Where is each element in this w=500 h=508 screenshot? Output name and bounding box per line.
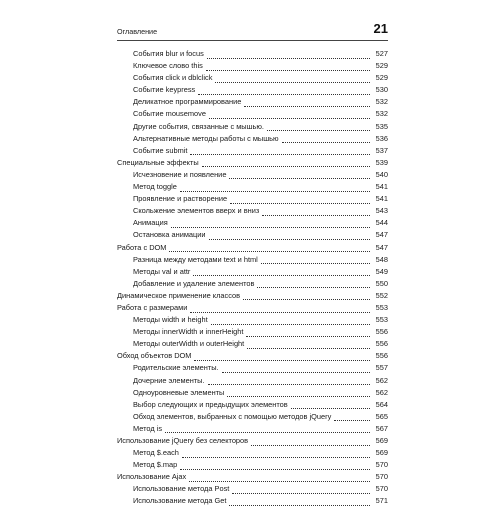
toc-subsection-entry[interactable] — [117, 133, 388, 145]
toc-subsection-entry[interactable] — [117, 423, 388, 435]
dot-leader — [243, 291, 370, 300]
toc-entry-title: Остановка анимации — [133, 230, 206, 240]
toc-entry-page: 553 — [375, 315, 388, 325]
toc-entry-title: Динамическое применение классов — [117, 290, 241, 300]
toc-entry-page: 536 — [375, 133, 388, 143]
toc-entry-title: Анимация — [133, 218, 168, 228]
toc-section-entry[interactable] — [117, 350, 388, 362]
toc-entry-page: 532 — [375, 109, 388, 119]
toc-entry-title: Использование метода Get — [133, 496, 227, 506]
dot-leader — [222, 364, 370, 373]
toc-entry-title: Методы innerWidth и innerHeight — [133, 327, 244, 337]
toc-entry-page: 564 — [375, 399, 388, 409]
toc-section-entry[interactable] — [117, 435, 388, 447]
toc-entry-title: Специальные эффекты — [117, 157, 199, 167]
toc-entry-page: 569 — [375, 436, 388, 445]
toc-entry-title: Ключевое слово this — [133, 61, 203, 71]
page-number: 21 — [373, 21, 388, 36]
dot-leader — [247, 340, 370, 349]
dot-leader — [180, 183, 370, 192]
toc-entry-page: 532 — [375, 97, 388, 107]
toc-entry-page: 550 — [375, 278, 388, 288]
toc-subsection-entry[interactable] — [117, 145, 388, 157]
page-header — [117, 20, 388, 41]
toc-subsection-entry[interactable] — [117, 399, 388, 411]
toc-entry-title: События blur и focus — [133, 49, 204, 58]
table-of-contents — [117, 48, 388, 508]
dot-leader — [169, 243, 370, 252]
toc-entry-title: Событие submit — [133, 145, 188, 155]
toc-section-entry[interactable] — [117, 471, 388, 483]
toc-entry-title: Скольжение элементов вверх и вниз — [133, 206, 260, 216]
toc-subsection-entry[interactable] — [117, 48, 388, 60]
toc-entry-title: Дочерние элементы. — [133, 375, 205, 385]
dot-leader — [209, 231, 370, 240]
toc-entry-page: 562 — [375, 387, 388, 397]
toc-entry-page: 557 — [375, 363, 388, 373]
toc-entry-title: Обход элементов, выбранных с помощью методов jQuery — [133, 411, 332, 421]
dot-leader — [190, 146, 370, 155]
dot-leader — [267, 122, 370, 131]
toc-entry-page: 529 — [375, 73, 388, 83]
dot-leader — [165, 424, 370, 433]
toc-entry-page: 553 — [375, 302, 388, 312]
toc-entry-page: 552 — [375, 290, 388, 300]
dot-leader — [198, 86, 370, 95]
toc-entry-page: 547 — [375, 230, 388, 240]
toc-subsection-entry[interactable] — [117, 205, 388, 217]
toc-entry-title: Событие keypress — [133, 85, 196, 95]
toc-section-entry[interactable] — [117, 302, 388, 314]
toc-entry-page: 565 — [375, 411, 388, 421]
dot-leader — [227, 388, 370, 397]
toc-entry-title: Проявление и растворение — [133, 194, 228, 204]
toc-entry-page: 549 — [375, 266, 388, 276]
dot-leader — [282, 134, 370, 143]
toc-entry-page: 529 — [375, 61, 388, 71]
toc-entry-title: Методы outerWidth и outerHeight — [133, 339, 245, 349]
toc-entry-title: Выбор следующих и предыдущих элементов — [133, 399, 288, 409]
toc-entry-page: 539 — [375, 157, 388, 167]
toc-subsection-entry[interactable] — [117, 483, 388, 495]
dot-leader — [262, 207, 370, 216]
toc-section-entry[interactable] — [117, 242, 388, 254]
toc-subsection-entry[interactable] — [117, 217, 388, 229]
toc-entry-title: Событие mousemove — [133, 109, 206, 119]
dot-leader — [246, 328, 370, 337]
toc-entry-title: События click и dblclick — [133, 73, 213, 83]
toc-entry-title: Метод $.map — [133, 460, 178, 470]
dot-leader — [215, 74, 370, 83]
toc-entry-title: Альтернативные методы работы с мышью — [133, 133, 279, 143]
toc-subsection-entry[interactable] — [117, 229, 388, 241]
toc-entry-page: 556 — [375, 327, 388, 337]
toc-subsection-entry[interactable] — [117, 362, 388, 374]
toc-section-entry[interactable] — [117, 157, 388, 169]
dot-leader — [229, 497, 370, 506]
dot-leader — [182, 449, 370, 458]
dot-leader — [261, 255, 370, 264]
toc-entry-page: 556 — [375, 351, 388, 361]
toc-subsection-entry[interactable] — [117, 193, 388, 205]
toc-entry-title: Обход объектов DOM — [117, 351, 192, 361]
toc-entry-page: 571 — [375, 496, 388, 506]
dot-leader — [209, 110, 370, 119]
dot-leader — [208, 376, 370, 385]
toc-entry-title: Другие события, связанные с мышью. — [133, 121, 264, 131]
section-title: Оглавление — [117, 27, 158, 36]
toc-subsection-entry[interactable] — [117, 459, 388, 471]
dot-leader — [291, 400, 370, 409]
toc-entry-title: Использование jQuery без селекторов — [117, 436, 249, 445]
toc-entry-page: 569 — [375, 448, 388, 458]
toc-entry-page: 547 — [375, 242, 388, 252]
toc-entry-title: Использование Ajax — [117, 472, 187, 482]
toc-subsection-entry[interactable] — [117, 495, 388, 507]
toc-subsection-entry[interactable] — [117, 447, 388, 459]
toc-entry-page: 548 — [375, 254, 388, 264]
toc-subsection-entry[interactable] — [117, 326, 388, 338]
toc-subsection-entry[interactable] — [117, 266, 388, 278]
toc-entry-page: 530 — [375, 85, 388, 95]
toc-subsection-entry[interactable] — [117, 338, 388, 350]
toc-entry-title: Работа с DOM — [117, 242, 167, 252]
toc-entry-title: Метод is — [133, 423, 163, 433]
dot-leader — [193, 267, 370, 276]
dot-leader — [190, 304, 370, 313]
toc-subsection-entry[interactable] — [117, 387, 388, 399]
dot-leader — [206, 62, 370, 71]
toc-entry-title: Метод $.each — [133, 448, 179, 458]
toc-entry-title: Использование метода Post — [133, 484, 230, 494]
toc-entry-page: 567 — [375, 423, 388, 433]
toc-entry-page: 527 — [375, 49, 388, 58]
dot-leader — [207, 50, 370, 59]
toc-entry-page: 537 — [375, 145, 388, 155]
toc-subsection-entry[interactable] — [117, 254, 388, 266]
dot-leader — [244, 98, 370, 107]
toc-subsection-entry[interactable] — [117, 60, 388, 72]
toc-entry-title: Родительские элементы. — [133, 363, 219, 373]
toc-subsection-entry[interactable] — [117, 278, 388, 290]
dot-leader — [334, 412, 370, 421]
toc-entry-title: Исчезновение и появление — [133, 169, 227, 179]
toc-entry-page: 556 — [375, 339, 388, 349]
toc-entry-page: 562 — [375, 375, 388, 385]
toc-subsection-entry[interactable] — [117, 84, 388, 96]
dot-leader — [171, 219, 370, 228]
toc-entry-title: Разница между методами text и html — [133, 254, 258, 264]
dot-leader — [230, 195, 370, 204]
dot-leader — [194, 352, 370, 361]
toc-entry-page: 541 — [375, 194, 388, 204]
toc-subsection-entry[interactable] — [117, 169, 388, 181]
toc-entry-page: 540 — [375, 169, 388, 179]
toc-subsection-entry[interactable] — [117, 72, 388, 84]
dot-leader — [180, 461, 370, 470]
toc-subsection-entry[interactable] — [117, 411, 388, 423]
toc-entry-title: Метод toggle — [133, 182, 177, 192]
toc-subsection-entry[interactable] — [117, 181, 388, 193]
toc-entry-title: Одноуровневые элементы — [133, 387, 225, 397]
toc-entry-title: Деликатное программирование — [133, 97, 242, 107]
toc-entry-title: Методы val и attr — [133, 266, 191, 276]
toc-section-entry[interactable] — [117, 290, 388, 302]
dot-leader — [211, 316, 370, 325]
dot-leader — [202, 158, 370, 167]
toc-entry-page: 543 — [375, 206, 388, 216]
toc-subsection-entry[interactable] — [117, 108, 388, 120]
dot-leader — [232, 485, 370, 494]
dot-leader — [229, 170, 370, 179]
toc-entry-title: Работа с размерами — [117, 302, 188, 312]
toc-entry-page: 535 — [375, 121, 388, 131]
toc-entry-page: 570 — [375, 484, 388, 494]
toc-subsection-entry[interactable] — [117, 314, 388, 326]
toc-subsection-entry[interactable] — [117, 96, 388, 108]
dot-leader — [257, 279, 370, 288]
toc-entry-title: Методы width и height — [133, 315, 208, 325]
toc-entry-title: Добавление и удаление элементов — [133, 278, 255, 288]
toc-entry-page: 570 — [375, 472, 388, 482]
toc-entry-page: 570 — [375, 460, 388, 470]
toc-subsection-entry[interactable] — [117, 121, 388, 133]
dot-leader — [189, 473, 370, 482]
dot-leader — [251, 437, 370, 446]
toc-subsection-entry[interactable] — [117, 375, 388, 387]
toc-entry-page: 544 — [375, 218, 388, 228]
toc-entry-page: 541 — [375, 182, 388, 192]
